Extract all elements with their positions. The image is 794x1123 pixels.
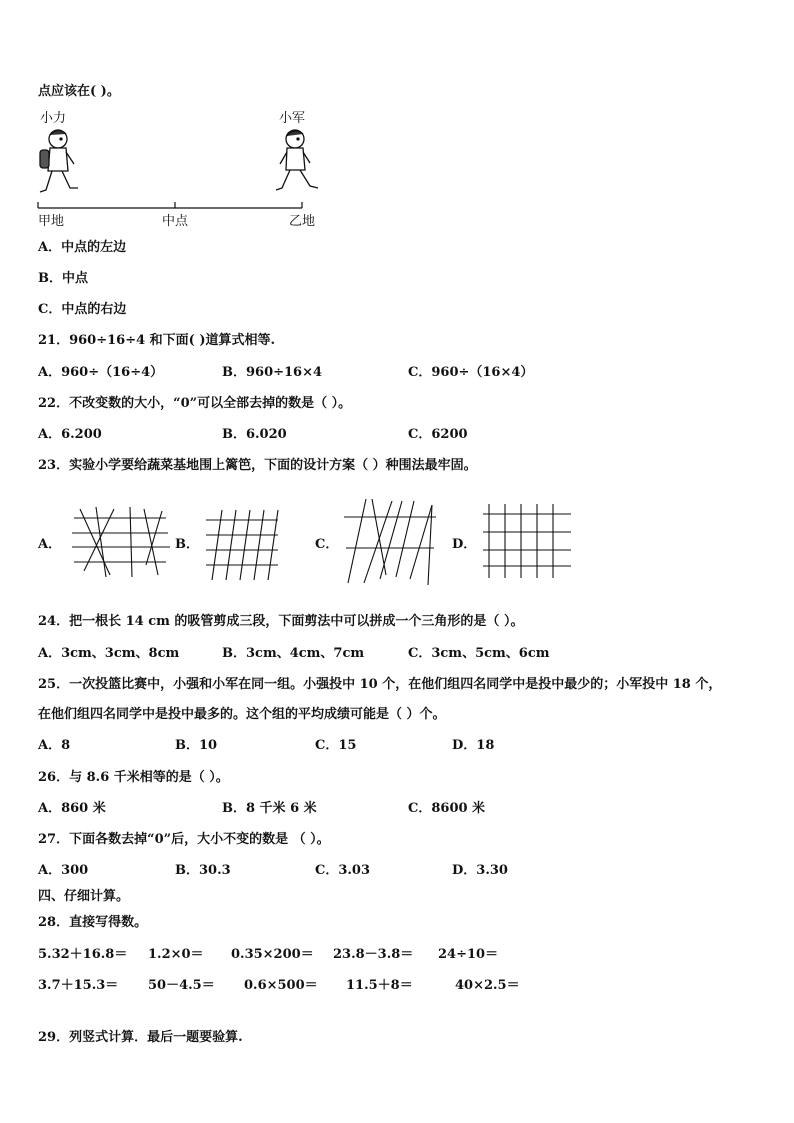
q26-stem: 26．与 8.6 千米相等的是（ ）。 [38,770,229,785]
q21-option-b: B．960÷16×4 [222,365,323,380]
calc-row2-item1: 3.7＋15.3＝ [38,978,119,993]
q27-option-a: A．300 [38,863,89,878]
q27-option-d: D．3.30 [452,863,508,878]
q25-option-d: D．18 [452,738,495,753]
fence-design-d [479,500,575,582]
q25-line2: 在他们组四名同学中是投中最多的。这个组的平均成绩可能是（ ）个。 [38,707,446,722]
q29-stem: 29．列竖式计算．最后一题要验算. [38,1030,243,1045]
walking-figure [30,126,330,216]
label-xiaoli: 小力 [40,111,67,126]
q23-option-c: C． [315,537,339,552]
q23-option-b: B． [175,537,199,552]
q23-option-d: D． [452,537,477,552]
label-jiadi: 甲地 [38,214,65,229]
q22-stem: 22．不改变数的大小，“0”可以全部去掉的数是（ ）。 [38,396,352,411]
q26-option-c: C．8600 米 [408,801,486,816]
q24-stem: 24．把一根长 14 cm 的吸管剪成三段，下面剪法中可以拼成一个三角形的是（ ）。 [38,614,524,629]
q21-option-a: A．960÷（16÷4） [38,365,164,380]
q25-option-b: B．10 [175,738,218,753]
calc-row1-item3: 0.35×200＝ [231,947,314,962]
calc-row2-item5: 40×2.5＝ [455,978,520,993]
label-xiaojun: 小军 [279,111,306,126]
fence-design-a [66,505,170,579]
q26-option-b: B．8 千米 6 米 [222,801,317,816]
calc-row2-item2: 50－4.5＝ [148,978,215,993]
q20-option-b: B．中点 [38,271,88,286]
q22-option-a: A．6.200 [38,427,102,442]
section-4-heading: 四、仔细计算。 [38,889,130,904]
q26-option-a: A．860 米 [38,801,106,816]
q20-option-c: C．中点的右边 [38,302,127,317]
person-xiaojun-icon [276,130,318,190]
q27-option-c: C．3.03 [315,863,371,878]
q20-option-a: A．中点的左边 [38,240,127,255]
q23-option-a: A． [38,537,62,552]
calc-row2-item4: 11.5＋8＝ [346,978,413,993]
q22-option-b: B．6.020 [222,427,287,442]
fence-design-c [340,497,440,587]
q22-option-c: C．6200 [408,427,468,442]
q27-option-b: B．30.3 [175,863,231,878]
q21-stem: 21．960÷16÷4 和下面( )道算式相等. [38,333,276,348]
q21-option-c: C．960÷（16×4） [408,365,534,380]
q27-stem: 27．下面各数去掉“0”后，大小不变的数是 （ ）。 [38,832,330,847]
calc-row1-item2: 1.2×0＝ [148,947,204,962]
q24-option-a: A．3cm、3cm、8cm [38,646,180,661]
calc-row1-item1: 5.32＋16.8＝ [38,947,128,962]
q23-stem: 23．实验小学要给蔬菜基地围上篱笆，下面的设计方案（ ）种围法最牢固。 [38,458,477,473]
fence-design-b [202,508,282,582]
calc-row1-item4: 23.8－3.8＝ [333,947,414,962]
person-xiaoli-icon [40,130,78,192]
q28-stem: 28．直接写得数。 [38,915,148,930]
label-yidi: 乙地 [289,214,316,229]
q24-option-c: C．3cm、5cm、6cm [408,646,550,661]
calc-row2-item3: 0.6×500＝ [244,978,318,993]
q25-option-a: A．8 [38,738,71,753]
q25-option-c: C．15 [315,738,357,753]
q20-stem-end: 点应该在( )。 [38,84,120,99]
label-zhongdian: 中点 [162,214,189,229]
calc-row1-item5: 24÷10＝ [438,947,499,962]
q25-line1: 25．一次投篮比赛中，小强和小军在同一组。小强投中 10 个，在他们组四名同学中是投中最少的；小军投中 18 个， [38,677,722,692]
q24-option-b: B．3cm、4cm、7cm [222,646,365,661]
